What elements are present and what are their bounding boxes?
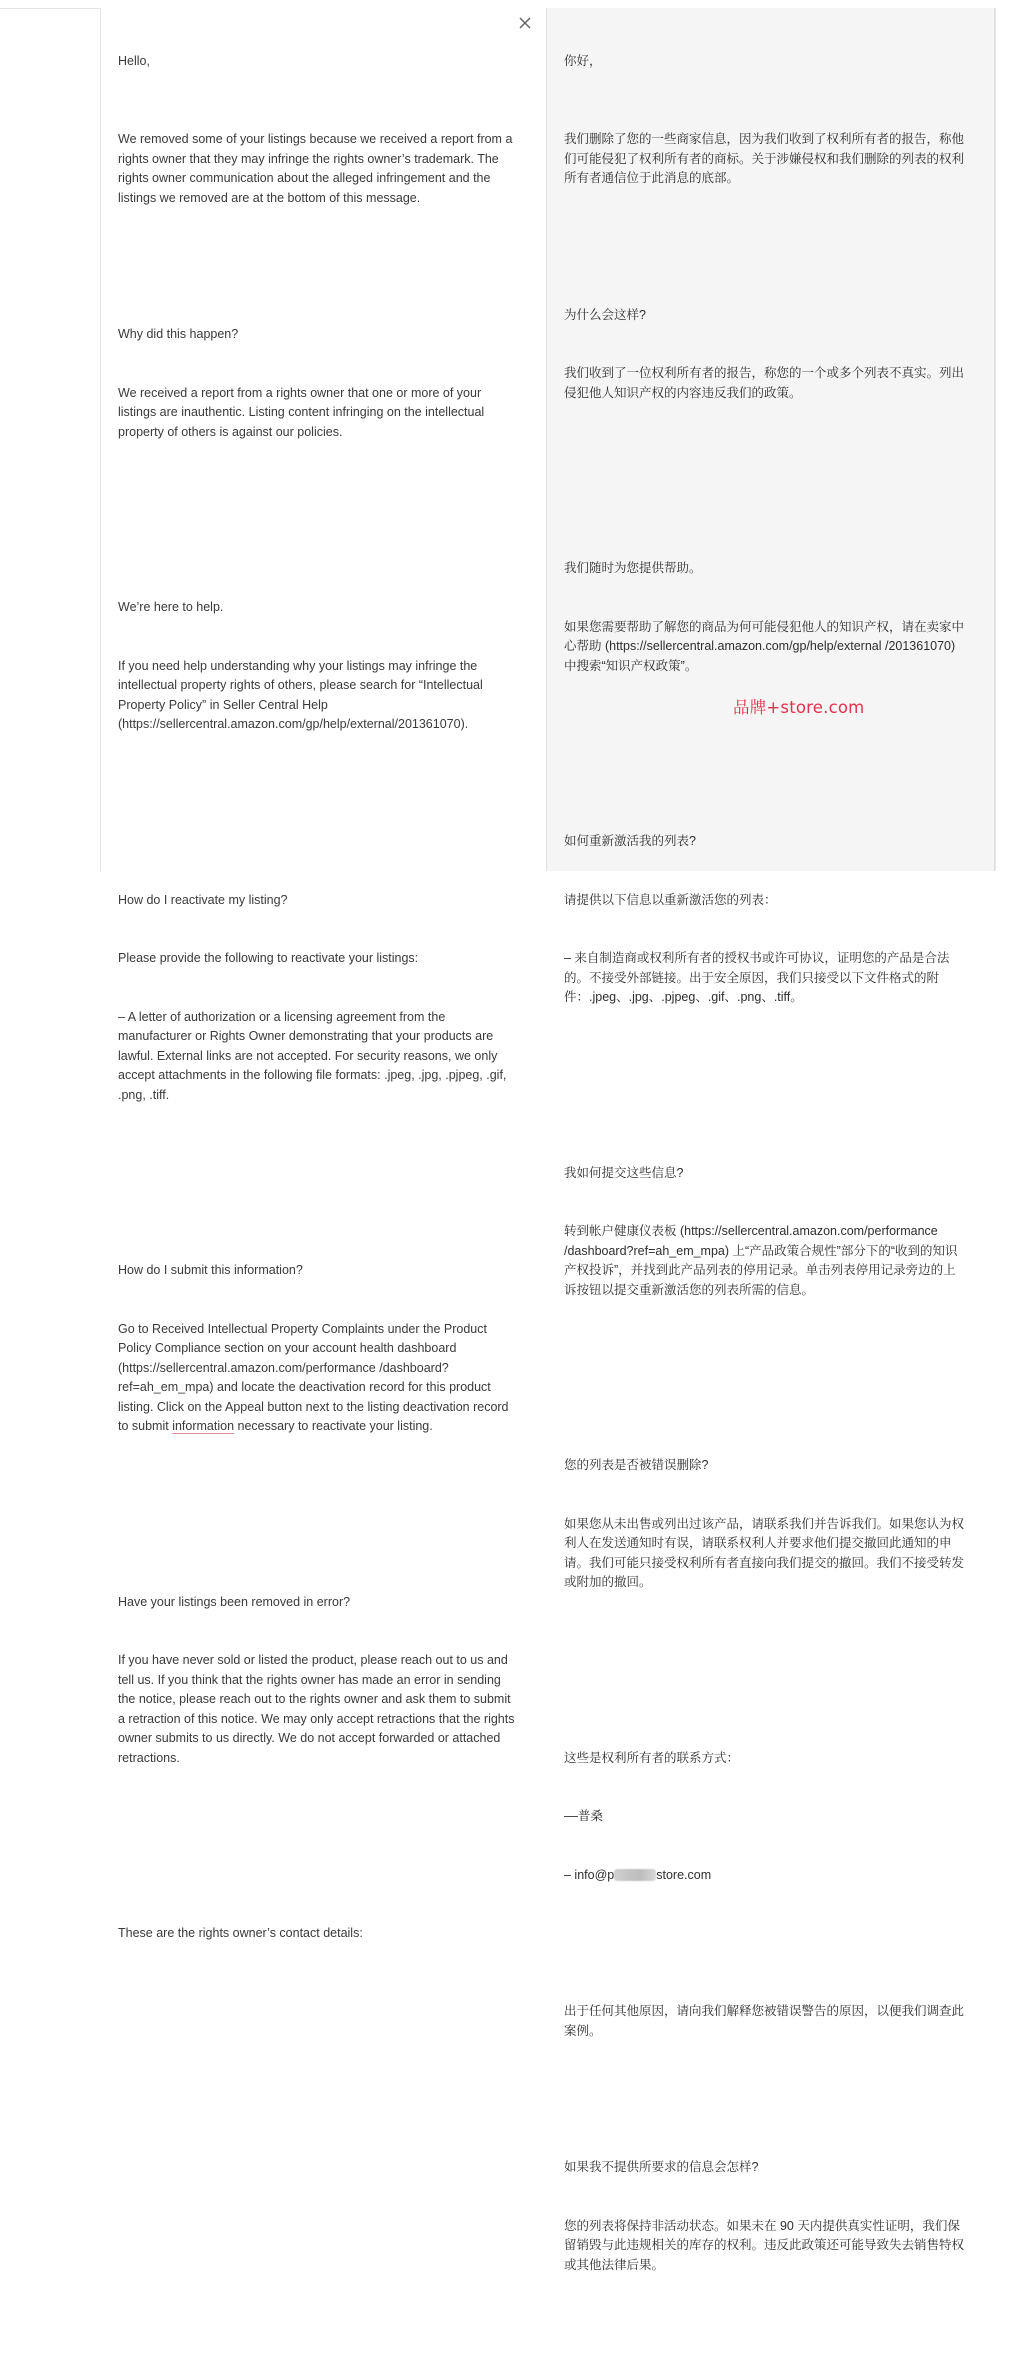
section-other: 出于任何其他原因，请向我们解释您被错误警告的原因，以便我们调查此案例。 — [564, 2004, 965, 2038]
section-heading: Have your listings been removed in error? — [118, 1594, 351, 1609]
greeting: 你好， — [564, 54, 602, 68]
section-heading: 为什么会这样? — [564, 307, 646, 322]
section-body: If you have never sold or listed the product, please reach out to us and tell us. If you think that the rights owner has made an error in sending the notice, please reach out to the rights owner and ask them to submit a retraction of this notice. We may only accept retractions that the rights owner submits to us directly. We do not accept forwarded or attached retractions. — [118, 1653, 518, 1765]
section-heading: Why did this happen? — [118, 327, 239, 341]
section-body: 如果您从未出售或列出过该产品，请联系我们并告诉我们。如果您认为权利人在发送通知时有误，请联系权利人并要求他们提交撤回此通知的申请。我们可能只接受权利所有者直接向我们提交的撤回。我们不接受转发或附加的撤回。 — [564, 1516, 965, 1589]
greeting: Hello, — [118, 54, 150, 68]
section-heading: These are the rights owner’s contact details: — [118, 1926, 363, 1940]
intro-paragraph: We removed some of your listings because we received a report from a rights owner that they may infringe the rights owner’s trademark. The rights owner communication about the alleged infringement and the listings we removed are at the bottom of this message. — [118, 132, 516, 205]
section-help — [118, 559, 518, 774]
section-why — [118, 286, 518, 481]
section-body: – 来自制造商或权利所有者的授权书或许可协议，证明您的产品是合法的。不接受外部链接。出于安全原因，我们只接受以下文件格式的附件：.jpeg、.jpg、.pjpeg、.gif、.png、.tiff。 — [564, 951, 950, 1004]
section-reactivate — [118, 852, 518, 1145]
section-error — [118, 1554, 518, 1808]
section-contact — [564, 1710, 964, 1925]
english-message-text — [118, 13, 518, 2041]
section-heading: 如何重新激活我的列表? — [564, 834, 696, 848]
section-heading: 这些是权利所有者的联系方式： — [564, 1750, 740, 1765]
section-body: – A letter of authorization or a licensing agreement from the manufacturer or Rights Owner demonstrating that your products are lawful. External links are not accepted. For security reasons, we only accept attachments in the following file formats: .jpeg, .jpg, .pjpeg, .gif, .png, .tiff. — [118, 1009, 510, 1102]
email-prefix: – info@p — [564, 1867, 615, 1882]
section-contact — [118, 1885, 518, 1983]
section-heading: We’re here to help. — [118, 600, 224, 614]
section-heading: How do I submit this information? — [118, 1263, 303, 1277]
contact-email — [564, 1866, 964, 1886]
section-body — [118, 1320, 518, 1437]
close-icon — [519, 17, 531, 29]
email-suffix: store.com — [656, 1867, 712, 1882]
brand-annotation: 品牌+store.com — [733, 698, 865, 717]
section-submit — [564, 1125, 964, 1340]
section-body: 您的列表将保持非活动状态。如果未在 90 天内提供真实性证明，我们保留销毁与此违规相关的库存的权利。违反此政策还可能导致失去销售特权或其他法律后果。 — [564, 2218, 965, 2272]
section-nofile — [564, 2119, 964, 2314]
section-body: 如果您需要帮助了解您的商品为何可能侵犯他人的知识产权，请在卖家中心帮助 (https://sellercentral.amazon.com/gp/help/external /201361070) 中搜索“知识产权政策”。 — [564, 619, 965, 673]
section-line: Please provide the following to reactivate your listings: — [118, 951, 419, 965]
section-why — [564, 267, 964, 443]
section-body: If you need help understanding why your listings may infringe the intellectual property rights of others, please search for “Intellectual Property Policy” in Seller Central Help (https://sellercentral.amazon.com/gp/help/external/201361070). — [118, 658, 487, 731]
spellcheck-word[interactable]: information — [172, 1419, 235, 1433]
chinese-translation-text — [564, 13, 964, 2373]
intro-paragraph: 我们删除了您的一些商家信息，因为我们收到了权利所有者的报告，称他们可能侵犯了权利所有者的商标。关于涉嫌侵权和我们删除的列表的权利所有者通信位于此消息的底部。 — [564, 132, 965, 185]
section-heading: 您的列表是否被错误删除? — [564, 1458, 709, 1472]
section-body: 我们收到了一位权利所有者的报告，称您的一个或多个列表不真实。列出侵犯他人知识产权的内容违反我们的政策。 — [564, 366, 965, 400]
section-heading: 我们随时为您提供帮助。 — [564, 561, 702, 575]
contact-name: ––普桑 — [564, 1809, 603, 1823]
section-reactivate — [564, 793, 964, 1047]
section-submit — [118, 1222, 518, 1476]
body-text: necessary to reactivate your listing. — [234, 1419, 433, 1433]
section-help — [564, 520, 964, 715]
close-button[interactable] — [515, 13, 535, 33]
section-heading: How do I reactivate my listing? — [118, 892, 288, 907]
section-line: 请提供以下信息以重新激活您的列表： — [564, 892, 777, 907]
redaction-blur — [614, 1869, 656, 1881]
section-body: We received a report from a rights owner that one or more of your listings are inauthentic. Listing content infringing on the intellectual property of others is against our policies. — [118, 385, 488, 439]
section-heading: 如果我不提供所要求的信息会怎样? — [564, 2160, 759, 2174]
chinese-translation-pane[interactable] — [547, 8, 995, 2272]
body-text: Go to Received Intellectual Property Complaints under the Product Policy Compliance section on your account health dashboard (https://sellercentral.amazon.com/performance /dashboard?ref=ah_em_mpa) and locate the deactivation record for this product listing. Click on the Appeal button next to the listing deactivation record to submit — [118, 1321, 512, 1433]
right-gutter — [995, 8, 1024, 871]
section-body: 转到帐户健康仪表板 (https://sellercentral.amazon.com/performance /dashboard?ref=ah_em_mpa) 上“产品政策合规性”部分下的“收到的知识产权投诉”，并找到此产品列表的停用记录。单击列表停用记录旁边的上诉按钮以提交重新激活您的列表所需的信息。 — [564, 1224, 958, 1297]
english-message-pane[interactable] — [100, 8, 547, 1940]
section-error — [564, 1417, 964, 1632]
section-heading: 我如何提交这些信息? — [564, 1165, 684, 1180]
